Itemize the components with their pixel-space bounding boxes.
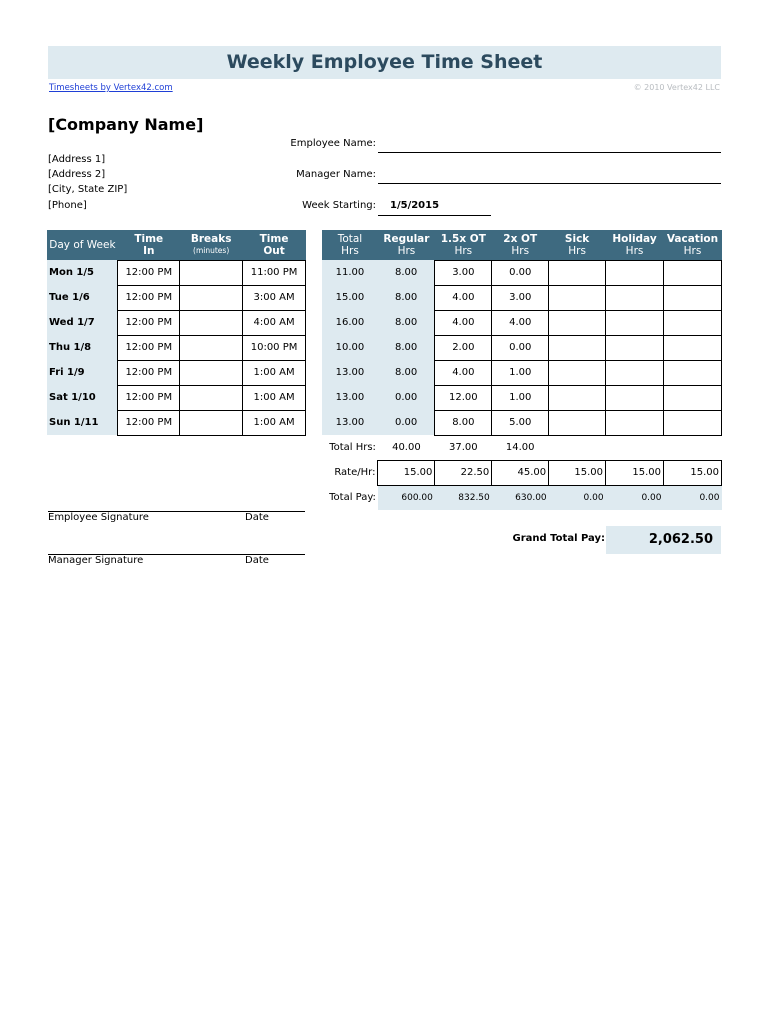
hours-row	[322, 410, 722, 435]
header-bottom-label: Hrs	[397, 245, 416, 257]
grand-total-box	[606, 526, 721, 554]
holiday-hrs-cell[interactable]	[606, 410, 664, 435]
rate-cell[interactable]: 15.00	[663, 460, 721, 485]
hours-row	[322, 310, 722, 335]
header-day-of-week: Day of Week	[47, 230, 118, 260]
ot15-hrs-cell[interactable]: 3.00	[435, 260, 492, 285]
grand-total-label: Grand Total Pay:	[512, 533, 605, 544]
rate-cell[interactable]: 15.00	[549, 460, 606, 485]
day-label: Tue 1/6	[47, 285, 118, 310]
city-state-zip[interactable]: [City, State ZIP]	[48, 184, 128, 195]
phone[interactable]: [Phone]	[48, 200, 87, 211]
breaks-cell[interactable]	[180, 335, 243, 360]
pay-cell: 0.00	[549, 485, 606, 510]
day-label: Wed 1/7	[47, 310, 118, 335]
vacation-hrs-cell[interactable]	[663, 410, 721, 435]
header-top-label: 1.5x OT	[440, 232, 486, 245]
pay-cell: 0.00	[663, 485, 721, 510]
address-line-1[interactable]: [Address 1]	[48, 154, 106, 165]
holiday-hrs-cell[interactable]	[606, 310, 664, 335]
header-bottom-label: Hrs	[341, 245, 359, 257]
header-hours-col	[435, 230, 492, 260]
header-hours-col	[492, 230, 549, 260]
holiday-hrs-cell[interactable]	[606, 360, 664, 385]
header-top-label: Sick	[564, 232, 590, 245]
time-entry-row	[47, 335, 306, 360]
total-hours-label: Total Hrs:	[329, 442, 376, 453]
manager-date-label: Date	[245, 555, 269, 566]
ot2-hrs-cell[interactable]: 1.00	[492, 385, 549, 410]
breaks-cell[interactable]	[180, 310, 243, 335]
hours-header	[322, 230, 722, 260]
regular-hrs-cell: 8.00	[378, 285, 435, 310]
ot15-hrs-cell[interactable]: 4.00	[435, 360, 492, 385]
vacation-hrs-cell[interactable]	[663, 310, 721, 335]
pay-row	[322, 485, 722, 510]
pay-cell: 600.00	[378, 485, 435, 510]
header-top-label: Total	[337, 233, 363, 245]
employee-name-label: Employee Name:	[290, 138, 376, 149]
header-breaks: Breaks (minutes)	[180, 230, 243, 260]
time-entry-row	[47, 385, 306, 410]
pay-cell: 630.00	[492, 485, 549, 510]
time-in-cell[interactable]: 12:00 PM	[118, 360, 180, 385]
rate-label: Rate/Hr:	[334, 467, 376, 478]
time-out-cell[interactable]: 1:00 AM	[243, 385, 306, 410]
vacation-hrs-cell[interactable]	[663, 335, 721, 360]
time-entry-header	[47, 230, 306, 260]
copyright-text: © 2010 Vertex42 LLC	[633, 83, 720, 92]
company-name[interactable]: [Company Name]	[48, 115, 204, 134]
week-starting-value: 1/5/2015	[390, 200, 440, 211]
total-hrs-cell: 16.00	[322, 310, 378, 335]
regular-hrs-cell: 8.00	[378, 310, 435, 335]
day-label: Thu 1/8	[47, 335, 118, 360]
header-bottom-label: Hrs	[454, 244, 473, 257]
header-bottom-label: Hrs	[568, 244, 586, 257]
employee-signature-label: Employee Signature	[48, 512, 149, 523]
sick-hrs-cell[interactable]	[549, 335, 606, 360]
time-entry-row	[47, 360, 306, 385]
total-hours-ot15: 37.00	[449, 442, 478, 453]
ot2-hrs-cell[interactable]: 4.00	[492, 310, 549, 335]
time-out-cell[interactable]: 1:00 AM	[243, 360, 306, 385]
holiday-hrs-cell[interactable]	[606, 260, 664, 285]
manager-name-field[interactable]	[378, 167, 721, 184]
header-time-in: Time In	[118, 230, 180, 260]
rate-cell[interactable]: 15.00	[378, 460, 435, 485]
address-line-2[interactable]: [Address 2]	[48, 169, 106, 180]
vacation-hrs-cell[interactable]	[663, 285, 721, 310]
pay-cell: 832.50	[435, 485, 492, 510]
header-top-label: Holiday	[612, 232, 657, 245]
title-bar	[48, 46, 721, 79]
breaks-cell[interactable]	[180, 285, 243, 310]
rate-cell[interactable]: 15.00	[606, 460, 664, 485]
hours-row	[322, 335, 722, 360]
total-hrs-cell: 11.00	[322, 260, 378, 285]
time-out-cell[interactable]: 3:00 AM	[243, 285, 306, 310]
total-hrs-cell: 10.00	[322, 335, 378, 360]
time-out-cell[interactable]: 11:00 PM	[243, 260, 306, 285]
total-hrs-cell: 13.00	[322, 385, 378, 410]
total-hrs-cell: 15.00	[322, 285, 378, 310]
sick-hrs-cell[interactable]	[549, 310, 606, 335]
holiday-hrs-cell[interactable]	[606, 285, 664, 310]
time-entry-row	[47, 285, 306, 310]
employee-date-label: Date	[245, 512, 269, 523]
ot15-hrs-cell[interactable]: 12.00	[435, 385, 492, 410]
day-label: Mon 1/5	[47, 260, 118, 285]
hours-row	[322, 260, 722, 285]
header-hours-col	[663, 230, 721, 260]
sick-hrs-cell[interactable]	[549, 260, 606, 285]
vacation-hrs-cell[interactable]	[663, 385, 721, 410]
ot2-hrs-cell[interactable]: 1.00	[492, 360, 549, 385]
hours-row	[322, 360, 722, 385]
hours-table	[322, 230, 722, 510]
ot15-hrs-cell[interactable]: 2.00	[435, 335, 492, 360]
day-label: Fri 1/9	[47, 360, 118, 385]
breaks-cell[interactable]	[180, 410, 243, 435]
header-top-label: 2x OT	[503, 232, 538, 245]
breaks-cell[interactable]	[180, 360, 243, 385]
rate-cell[interactable]: 22.50	[435, 460, 492, 485]
rate-row	[322, 460, 722, 485]
ot2-hrs-cell[interactable]: 5.00	[492, 410, 549, 435]
ot2-hrs-cell[interactable]: 0.00	[492, 335, 549, 360]
sick-hrs-cell[interactable]	[549, 360, 606, 385]
total-hours-row	[322, 435, 722, 460]
time-out-cell[interactable]: 10:00 PM	[243, 335, 306, 360]
ot15-hrs-cell[interactable]: 4.00	[435, 285, 492, 310]
regular-hrs-cell: 0.00	[378, 410, 435, 435]
time-in-cell[interactable]: 12:00 PM	[118, 285, 180, 310]
header-hours-col	[378, 230, 435, 260]
employee-name-field[interactable]	[378, 136, 721, 153]
holiday-hrs-cell[interactable]	[606, 385, 664, 410]
time-out-cell[interactable]: 1:00 AM	[243, 410, 306, 435]
total-hours-ot2: 14.00	[505, 442, 535, 453]
total-hrs-cell: 13.00	[322, 360, 378, 385]
sick-hrs-cell[interactable]	[549, 285, 606, 310]
vacation-hrs-cell[interactable]	[663, 360, 721, 385]
hours-row	[322, 385, 722, 410]
sick-hrs-cell[interactable]	[549, 385, 606, 410]
time-in-cell[interactable]: 12:00 PM	[118, 260, 180, 285]
header-bottom-label: Hrs	[511, 244, 530, 257]
header-hours-col	[549, 230, 606, 260]
pay-label: Total Pay:	[329, 492, 376, 503]
regular-hrs-cell: 8.00	[378, 360, 435, 385]
hours-row	[322, 285, 722, 310]
time-entry-table	[47, 230, 306, 436]
time-in-cell[interactable]: 12:00 PM	[118, 335, 180, 360]
header-bottom-label: Hrs	[683, 244, 702, 257]
regular-hrs-cell: 8.00	[378, 260, 435, 285]
regular-hrs-cell: 8.00	[378, 335, 435, 360]
vertex42-link[interactable]: Timesheets by Vertex42.com	[49, 83, 173, 93]
header-top-label: Regular	[383, 233, 430, 245]
header-hours-col	[606, 230, 664, 260]
header-top-label: Vacation	[666, 232, 719, 245]
time-in-cell[interactable]: 12:00 PM	[118, 385, 180, 410]
manager-signature-label: Manager Signature	[48, 555, 144, 566]
grand-total-value: 2,062.50	[648, 532, 713, 547]
time-entry-row	[47, 310, 306, 335]
vacation-hrs-cell[interactable]	[663, 260, 721, 285]
time-in-cell[interactable]: 12:00 PM	[118, 410, 180, 435]
time-in-cell[interactable]: 12:00 PM	[118, 310, 180, 335]
day-label: Sun 1/11	[47, 410, 118, 435]
page-title: Weekly Employee Time Sheet	[226, 51, 543, 73]
header-bottom-label: Hrs	[625, 244, 644, 257]
week-starting-label: Week Starting:	[302, 200, 376, 211]
ot2-hrs-cell[interactable]: 0.00	[492, 260, 549, 285]
ot2-hrs-cell[interactable]: 3.00	[492, 285, 549, 310]
holiday-hrs-cell[interactable]	[606, 335, 664, 360]
pay-cell: 0.00	[606, 485, 664, 510]
total-hrs-cell: 13.00	[322, 410, 378, 435]
breaks-cell[interactable]	[180, 385, 243, 410]
ot15-hrs-cell[interactable]: 4.00	[435, 310, 492, 335]
header-time-out: Time Out	[243, 230, 306, 260]
header-hours-col	[322, 230, 378, 260]
rate-cell[interactable]: 45.00	[492, 460, 549, 485]
time-out-cell[interactable]: 4:00 AM	[243, 310, 306, 335]
manager-name-label: Manager Name:	[296, 169, 376, 180]
ot15-hrs-cell[interactable]: 8.00	[435, 410, 492, 435]
sick-hrs-cell[interactable]	[549, 410, 606, 435]
regular-hrs-cell: 0.00	[378, 385, 435, 410]
breaks-cell[interactable]	[180, 260, 243, 285]
time-entry-row	[47, 260, 306, 285]
time-entry-row	[47, 410, 306, 435]
total-hours-regular: 40.00	[392, 441, 421, 453]
day-label: Sat 1/10	[47, 385, 118, 410]
